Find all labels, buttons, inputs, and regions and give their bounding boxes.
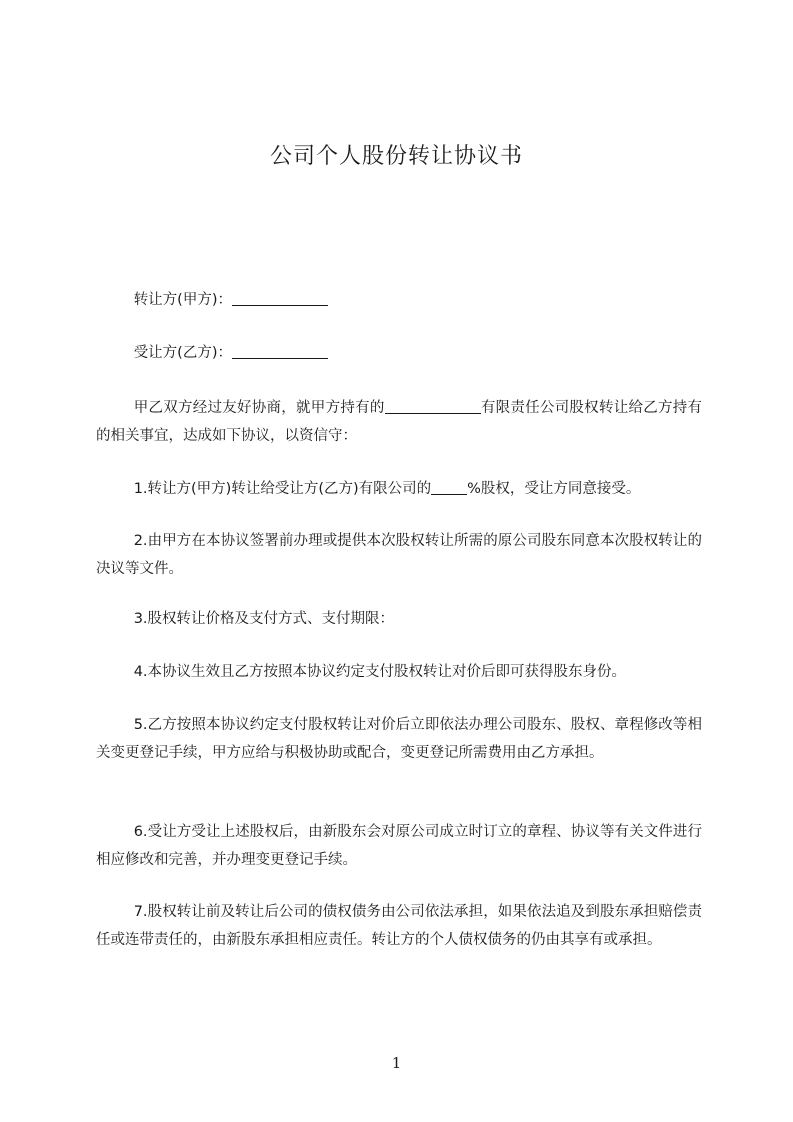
intro-text-after: 有限责任公司股权转让给乙方持有的相关事宜，达成如下协议，以资信守：	[96, 400, 703, 444]
clause-1	[96, 475, 702, 503]
transferee-label: 受让方(乙方)：	[133, 345, 233, 361]
transferee-blank	[232, 342, 328, 359]
clause-1-after: %股权，受让方同意接受。	[467, 481, 641, 497]
transferor-blank	[232, 289, 328, 306]
page-number: 1	[391, 1054, 402, 1072]
clause-7: 7.股权转让前及转让后公司的债权债务由公司依法承担，如果依法追及到股东承担赔偿责任或连带责任的，由新股东承担相应责任。转让方的个人债权债务的仍由其享有或承担。	[96, 904, 702, 948]
clause-1-before: 1.转让方(甲方)转让给受让方(乙方)有限公司的	[133, 481, 432, 497]
document-title: 公司个人股份转让协议书	[269, 144, 523, 169]
transferor-line	[96, 286, 702, 314]
transferee-line	[96, 339, 702, 367]
company-name-blank	[385, 397, 481, 414]
clause-4: 4.本协议生效且乙方按照本协议约定支付股权转让对价后即可获得股东身份。	[133, 664, 627, 680]
clause-3: 3.股权转让价格及支付方式、支付期限：	[133, 611, 395, 627]
clause-2: 2.由甲方在本协议签署前办理或提供本次股权转让所需的原公司股东同意本次股权转让的决议等文件。	[96, 533, 702, 577]
share-percent-blank	[431, 478, 467, 495]
transferor-label: 转让方(甲方)：	[133, 292, 233, 308]
intro-paragraph	[96, 394, 702, 450]
intro-text-before: 甲乙双方经过友好协商，就甲方持有的	[133, 400, 385, 416]
clause-6: 6.受让方受让上述股权后，由新股东会对原公司成立时订立的章程、协议等有关文件进行相应修改和完善，并办理变更登记手续。	[96, 824, 702, 868]
clause-5: 5.乙方按照本协议约定支付股权转让对价后立即依法办理公司股东、股权、章程修改等相关变更登记手续，甲方应给与积极协助或配合，变更登记所需费用由乙方承担。	[96, 717, 702, 761]
